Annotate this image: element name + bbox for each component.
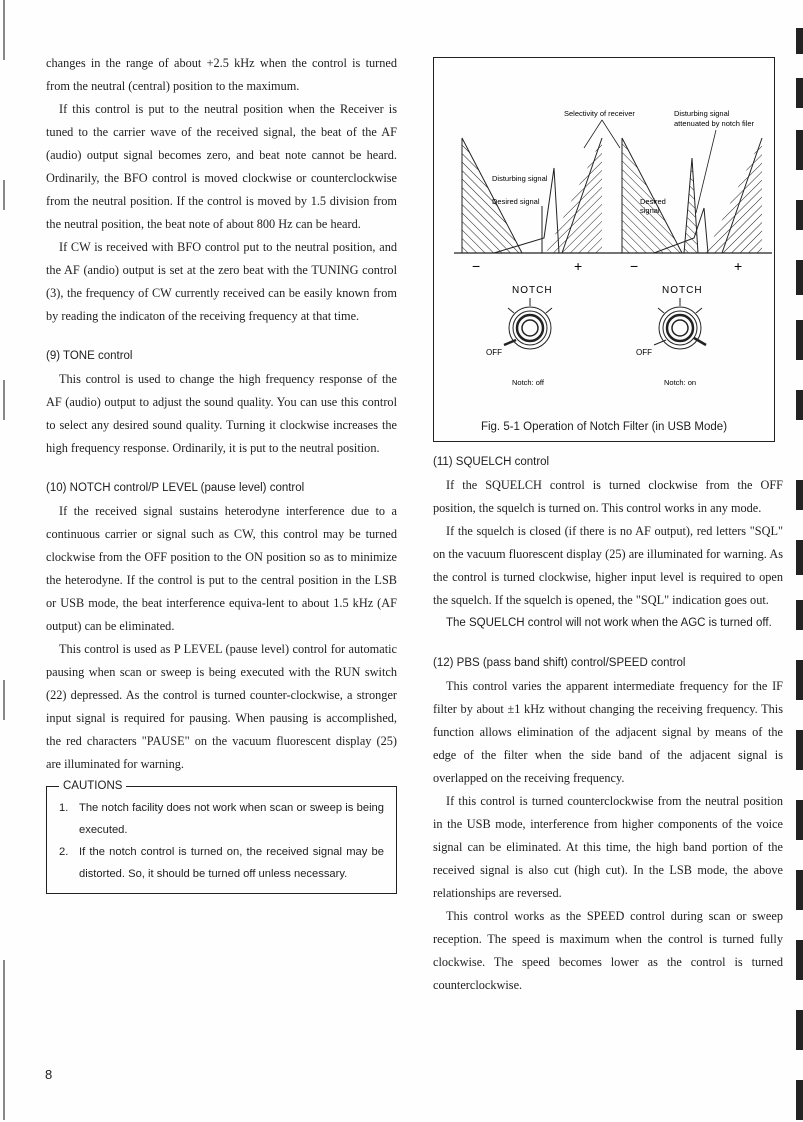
notch-knob-on <box>636 285 706 387</box>
cautions-title: CAUTIONS <box>59 777 126 795</box>
paragraph: This control works as the SPEED control during scan or sweep reception. The speed is maximum when the control is turned fully clockwise. The speed becomes lower as the control is turned counterclockwise. <box>433 909 783 992</box>
figure-diagram <box>434 58 774 441</box>
paragraph: If the received signal sustains heterodyne interference due to a continuous carrier or signal such as CW, this control may be turned clockwise from the OFF position to the ON position so as to minimize the heterodyne. If the control is put to the central position in the LSB or USB mode, the beat interference equiva-lent to about 1.5 kHz (AF output) can be eliminated. <box>46 504 397 633</box>
plus-sign: + <box>734 258 743 274</box>
section-heading-squelch: (11) SQUELCH control <box>433 456 550 468</box>
paragraph-note: The SQUELCH control will not work when the AGC is turned off. <box>446 617 772 629</box>
paragraph: If this control is turned counterclockwise from the neutral position in the USB mode, interference from higher components of the voice signal can be eliminated. At this time, the high band portion of the received signal is also cut (high cut). In the LSB mode, the above relationships are reversed. <box>433 794 783 900</box>
caption-notch-on: Notch: on <box>664 378 697 387</box>
label-selectivity: Selectivity of receiver <box>564 109 635 118</box>
left-column <box>46 52 397 894</box>
notch-knob-off <box>486 285 553 387</box>
paragraph: This control is used as P LEVEL (pause level) control for automatic pausing when scan or sweep is being executed with the RUN switch (22) depressed. As the control is turned counter-clockwise, a stronger input signal is required for pausing. When pausing is accomplished, the red characters "PAUSE" on the vacuum fluorescent display (25) are illuminated for warning. <box>46 642 397 771</box>
off-label: OFF <box>486 348 502 357</box>
graph-notch-off <box>454 138 614 274</box>
figure-caption: Fig. 5-1 Operation of Notch Filter (in USB Mode) <box>480 421 728 433</box>
paragraph: This control varies the apparent intermediate frequency for the IF filter by about ±1 kHz without changing the receiving frequency. This function allows elimination of the adjacent signal by means of the edge of the filter when the side band of the adjacent signal is overlapped on the receiving frequency. <box>433 679 783 785</box>
minus-sign: − <box>472 258 481 274</box>
label-desired-signal: Desired signal <box>492 197 540 206</box>
minus-sign: − <box>630 258 639 274</box>
plus-sign: + <box>574 258 583 274</box>
paragraph: This control is used to change the high frequency response of the AF (audio) output to adjust the sound quality. You can use this control to select any desired sound quality. Turning it clockwise increases the high frequency response. Ordinarily, it is put to the neutral position. <box>46 372 397 455</box>
off-label: OFF <box>636 348 652 357</box>
label-disturbing-attenuated: Disturbing signal <box>674 109 730 118</box>
label-desired-signal-2: Desired <box>640 197 666 206</box>
caution-item: 2. If the notch control is turned on, the received signal may be distorted. So, it should be turned off unless necessary. <box>59 846 384 880</box>
paragraph: If CW is received with BFO control put to the neutral position, and the AF (andio) output is set at the zero beat with the TUNING control (3), the frequency of CW currently received can be easily known from by reading the indicaton of the receiving frequency at that time. <box>46 240 397 323</box>
section-heading-tone: (9) TONE control <box>46 350 133 362</box>
notch-label: NOTCH <box>512 285 553 296</box>
paragraph: If the SQUELCH control is turned clockwise from the OFF position, the squelch is turned on. This control works in any mode. <box>433 478 783 515</box>
cautions-box <box>46 780 397 894</box>
section-heading-notch: (10) NOTCH control/P LEVEL (pause level) control <box>46 482 305 494</box>
paragraph: If the squelch is closed (if there is no AF output), red letters "SQL" on the vacuum fluorescent display (25) are illuminated for warning. As the control is turned clockwise, higher input level is required to open the squelch. If the squelch is opened, the "SQL" indication goes out. <box>433 524 783 607</box>
label-desired-signal-2: signal <box>640 206 660 215</box>
paragraph: If this control is put to the neutral position when the Receiver is tuned to the carrier wave of the received signal, the beat of the AF (audio) output signal becomes zero, and beat note cannot be heard. Ordinarily, the BFO control is moved clockwise or counterclockwise from the neutral position. If the control is moved by 1.5 division from the neutral position, the beat note of about 800 Hz can be heard. <box>46 102 397 231</box>
caution-item: 1. The notch facility does not work when scan or sweep is being executed. <box>59 802 384 836</box>
label-disturbing-signal: Disturbing signal <box>492 174 548 183</box>
right-column <box>433 451 783 997</box>
section-heading-pbs: (12) PBS (pass band shift) control/SPEED control <box>433 657 686 669</box>
caption-notch-off: Notch: off <box>512 378 544 387</box>
label-disturbing-attenuated: attenuated by notch filer <box>674 119 755 128</box>
notch-label: NOTCH <box>662 285 703 296</box>
page-number: 8 <box>45 1067 53 1082</box>
paragraph: changes in the range of about +2.5 kHz when the control is turned from the neutral (central) position to the maximum. <box>46 56 397 93</box>
graph-notch-on <box>614 138 772 274</box>
notch-filter-figure <box>433 57 775 442</box>
